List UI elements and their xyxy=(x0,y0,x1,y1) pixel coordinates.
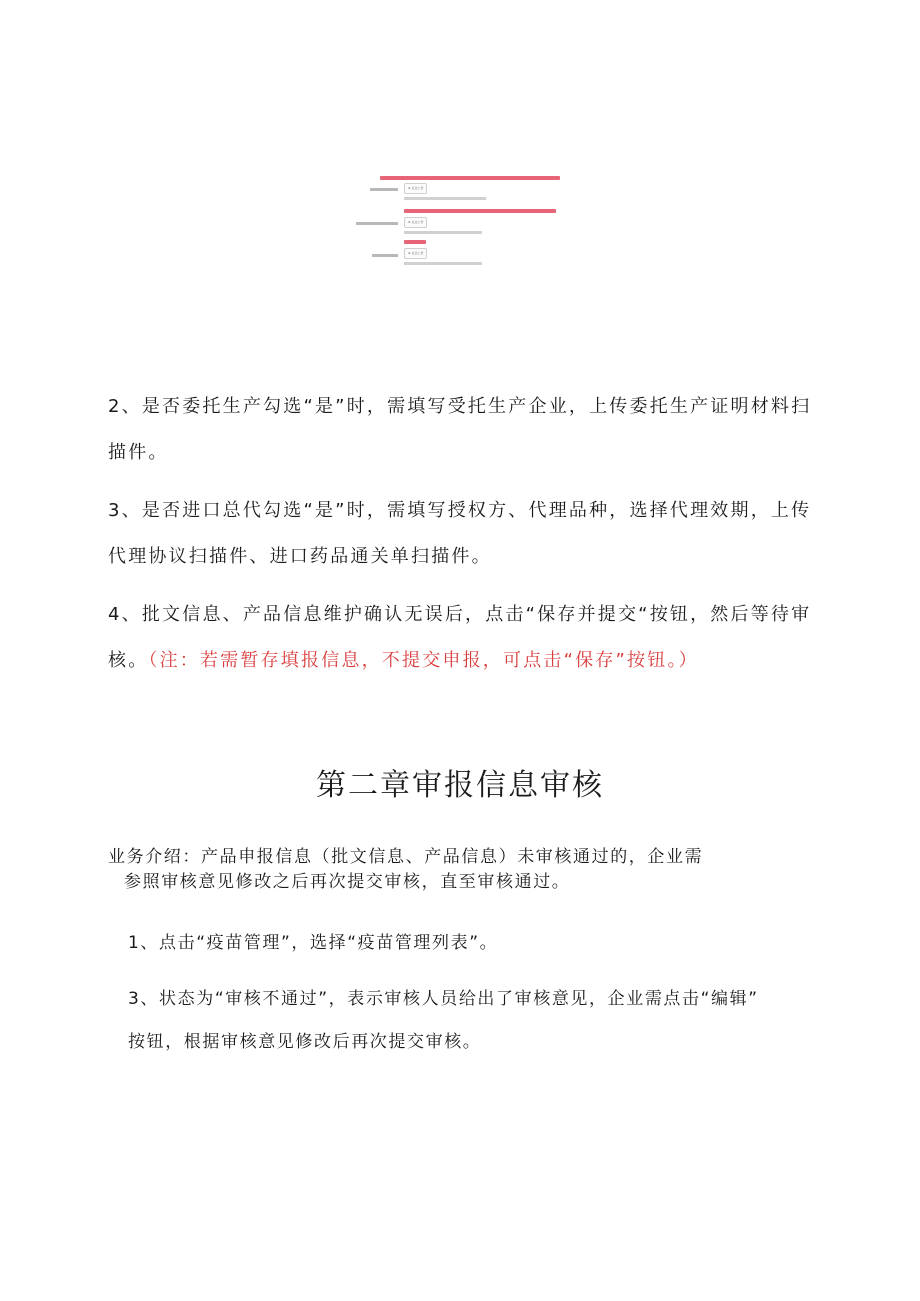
field-label xyxy=(370,188,398,191)
intro-line-2: 参照审核意见修改之后再次提交审核，直至审核通过。 xyxy=(124,872,571,892)
step-3-line-2: 代理协议扫描件、进口药品通关单扫描件。 xyxy=(108,546,492,567)
step-4-line-2 xyxy=(108,652,699,670)
c2-step-3-line-1: 3、状态为“审核不通过”，表示审核人员给出了审核意见，企业需点击“编辑” xyxy=(128,989,759,1009)
step-4-line-1: 4、批文信息、产品信息维护确认无误后，点击“保存并提交“按钮，然后等待审 xyxy=(108,604,812,625)
upload-warning-text xyxy=(380,176,560,180)
upload-button[interactable]: ⊕ 点击上传 xyxy=(404,248,427,259)
upload-tip-text xyxy=(404,197,486,200)
c2-step-1: 1、点击“疫苗管理”，选择“疫苗管理列表”。 xyxy=(128,933,499,953)
chapter-title: 第二章审报信息审核 xyxy=(316,768,604,803)
upload-button[interactable]: ⊕ 点击上传 xyxy=(404,217,427,228)
upload-button[interactable]: ⊕ 点击上传 xyxy=(404,183,427,194)
c2-step-3-line-2: 按钮，根据审核意见修改后再次提交审核。 xyxy=(128,1032,482,1052)
step-2-line-2: 描件。 xyxy=(108,442,169,463)
step-4-note: （注：若需暂存填报信息，不提交申报，可点击“保存”按钮。） xyxy=(148,650,699,671)
upload-form-screenshot xyxy=(352,172,572,270)
upload-tip-text xyxy=(404,231,482,234)
step-3-line-1: 3、是否进口总代勾选“是”时，需填写授权方、代理品种，选择代理效期，上传 xyxy=(108,500,812,521)
upload-warning-text xyxy=(404,240,426,244)
upload-warning-text xyxy=(404,209,556,213)
intro-line-1: 业务介绍：产品申报信息（批文信息、产品信息）未审核通过的，企业需 xyxy=(108,847,704,867)
field-label xyxy=(372,254,398,257)
step-4-line-2-text: 核。 xyxy=(108,650,149,671)
field-label xyxy=(356,222,398,225)
step-2-line-1: 2、是否委托生产勾选“是”时，需填写受托生产企业，上传委托生产证明材料扫 xyxy=(108,396,812,417)
upload-tip-text xyxy=(404,262,482,265)
